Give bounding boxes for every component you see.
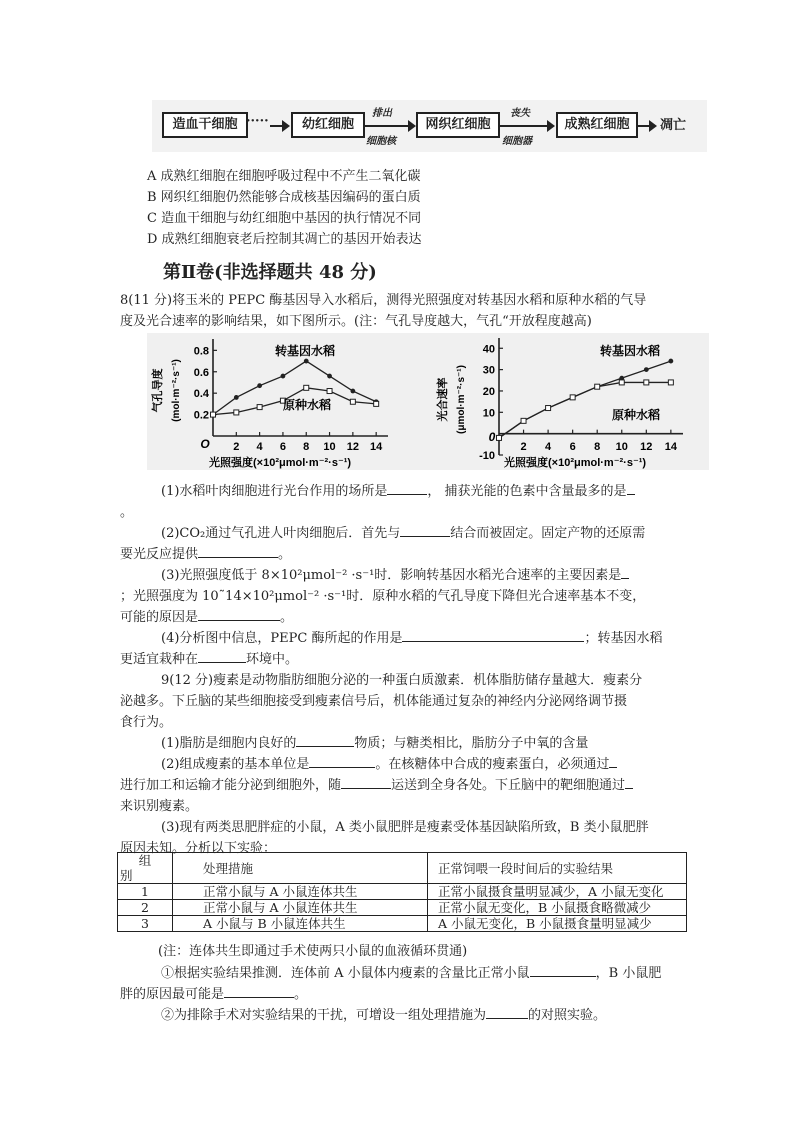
y-axis-title: 气孔导度 — [152, 368, 164, 413]
flow-box-mature-rbc: 成熟红细胞 — [556, 112, 638, 138]
flow-arrow-2 — [364, 125, 410, 127]
q9-c1-text-b: ，B 小鼠肥 — [595, 966, 662, 981]
photosynthesis-rate-chart — [432, 333, 709, 470]
q9-c1-line1 — [161, 962, 661, 981]
q8-s2-text-a: (2)CO₂通过气孔进人叶肉细胞后．首先与 — [161, 526, 401, 541]
charts-panel — [147, 333, 709, 470]
arrow-head-4 — [649, 120, 657, 132]
q8-s1-blank-1[interactable] — [387, 482, 427, 495]
q8-s1-text-a: (1)水稻叶肉细胞进行光台作用的场所是 — [161, 484, 388, 499]
data-point — [668, 380, 673, 385]
q8-s3-line3 — [120, 606, 293, 625]
flow-box-young-rbc: 幼红细胞 — [291, 112, 365, 138]
q9-s3-line1: (3)现有两类思肥胖症的小鼠，A 类小鼠肥胖是瘦素受体基因缺陷所致，B 类小鼠肥胖 — [161, 820, 649, 835]
q9-s2-line3: 来识别瘦素。 — [120, 799, 199, 814]
experiment-table — [117, 852, 687, 932]
series-label-1: 转基因水稻 — [275, 344, 336, 358]
q8-s1-blank-2[interactable] — [627, 482, 635, 495]
flow-end-label: 凋亡 — [660, 118, 687, 133]
table-row — [118, 884, 687, 900]
q8-s2-blank-2[interactable] — [198, 545, 278, 558]
data-point — [304, 385, 309, 390]
q9-s3-line2: 原因未知。分析以下实验： — [120, 841, 277, 856]
q8-s4-text-a: (4)分析图中信息，PEPC 酶所起的作用是 — [161, 631, 403, 646]
q9-s2-line1 — [161, 753, 617, 772]
q8-s4-blank-1[interactable] — [402, 629, 584, 642]
q7-option-d: D 成熟红细胞衰老后控制其凋亡的基因开始表达 — [147, 232, 422, 247]
table-cell-result: A 小鼠无变化，B 小鼠摄食量明显减少 — [428, 916, 687, 932]
series-line-1 — [499, 361, 671, 438]
q8-s2-line1 — [161, 522, 645, 541]
q8-s4-text-d: 环境中。 — [246, 652, 299, 667]
q9-table-note: (注：连体共生即通过手术使两只小鼠的血液循环贯通) — [158, 944, 468, 959]
table-row — [118, 900, 687, 916]
table-cell-treatment: 正常小鼠与 A 小鼠连体共生 — [173, 900, 428, 916]
flow-box-reticulocyte: 网织红细胞 — [416, 112, 500, 138]
q9-c2-blank-1[interactable] — [486, 1006, 528, 1019]
q8-s4-text-b: ；转基因水稻 — [584, 631, 663, 646]
flow-note-organelle-bottom: 细胞器 — [502, 136, 532, 147]
arrow-head-1 — [282, 120, 290, 132]
q9-c1-line2 — [120, 983, 307, 1002]
q9-s2-text-a: (2)组成瘦素的基本单位是 — [161, 757, 310, 772]
x-tick-label: 4 — [256, 441, 263, 453]
table-cell-group: 1 — [118, 884, 173, 900]
q8-s3-text-d: 。 — [280, 610, 294, 625]
header-group-bottom: 别 — [120, 868, 133, 883]
flow-note-organelle-top: 丧失 — [510, 108, 530, 119]
data-point — [595, 384, 600, 389]
x-tick-label: 14 — [370, 441, 383, 453]
q7-option-b: B 网织红细胞仍然能够合成核基因编码的蛋白质 — [147, 190, 421, 205]
q9-c1-blank-1[interactable] — [530, 964, 596, 977]
data-point — [257, 405, 262, 410]
table-cell-group: 2 — [118, 900, 173, 916]
x-tick-label: 12 — [346, 441, 359, 453]
x-tick-label: 2 — [233, 441, 240, 453]
q8-s1-line1 — [161, 480, 635, 499]
data-point — [644, 380, 649, 385]
data-point — [497, 435, 502, 440]
q8-s1-line2: 。 — [120, 505, 134, 520]
q9-s2-blank-3[interactable] — [341, 776, 391, 789]
data-point — [570, 395, 575, 400]
data-point — [234, 410, 239, 415]
q9-intro-line2: 泌越多。下丘脑的某些细胞接受到瘦素信号后，机体能通过复杂的神经内分泌网络调节摄 — [120, 694, 628, 709]
y-tick-label: 0.4 — [193, 388, 209, 401]
x-tick-label: 4 — [545, 441, 552, 453]
q9-c1-text-c: 胖的原因最可能是 — [120, 987, 225, 1002]
q9-c2-text-b: 的对照实验。 — [528, 1008, 607, 1023]
table-header-result: 正常饲喂一段时间后的实验结果 — [428, 853, 687, 884]
data-point — [644, 367, 649, 372]
data-point — [304, 359, 309, 364]
q8-s2-text-b: 结合而被固定。固定产物的还原需 — [450, 526, 646, 541]
q8-s4-line2 — [120, 648, 298, 667]
y-axis-unit: (mol·m⁻²·s⁻¹) — [171, 359, 182, 422]
table-cell-result: 正常小鼠摄食量明显减少，A 小鼠无变化 — [428, 884, 687, 900]
table-cell-result: 正常小鼠无变化，B 小鼠摄食略微减少 — [428, 900, 687, 916]
q9-c2-text-a: ②为排除手术对实验结果的干扰，可增设一组处理措施为 — [161, 1008, 487, 1023]
y-axis-unit: (μmol·m⁻²·s⁻¹) — [456, 365, 467, 434]
y-tick-label: 10 — [482, 407, 495, 420]
q8-intro-line2: 度及光合速率的影响结果，如下图所示。(注：气孔导度越大，气孔“开放程度越高) — [120, 314, 592, 329]
arrow-head-3 — [547, 120, 555, 132]
y-tick-label: -10 — [479, 450, 495, 462]
q8-s3-blank-1[interactable] — [621, 566, 629, 579]
data-point — [211, 412, 216, 417]
q9-s1-text-a: (1)脂肪是细胞内良好的 — [161, 736, 297, 751]
q8-s3-line1 — [161, 564, 629, 583]
flow-arrow-3 — [499, 125, 549, 127]
flow-box-stem-cell: 造血干细胞 — [162, 112, 248, 138]
x-tick-label: 10 — [615, 441, 628, 453]
q9-s2-line2 — [120, 774, 633, 793]
q9-s2-text-b: 。在核糖体中合成的瘦素蛋白，必须通过 — [375, 757, 610, 772]
data-point — [234, 395, 239, 400]
header-group-top: 组 — [138, 853, 152, 868]
x-axis-title: 光照强度(×10²μmol·m⁻²·s⁻¹) — [209, 457, 352, 469]
q8-s3-line2: ；光照强度为 10˜14×10²μmol⁻² ·s⁻¹时．原种水稻的气孔导度下降但光合速率基本不变， — [120, 589, 646, 604]
q9-s2-blank-2[interactable] — [609, 755, 617, 768]
data-point — [619, 380, 624, 385]
x-axis-title: 光照强度(×10²μmol·m⁻²·s⁻¹) — [504, 457, 647, 469]
flow-note-nucleus-top: 排出 — [372, 108, 392, 119]
data-point — [350, 399, 355, 404]
q8-s4-text-c: 更适宜栽种在 — [120, 652, 199, 667]
q9-s2-blank-1[interactable] — [309, 755, 375, 768]
q8-intro-line1: 8(11 分)将玉米的 PEPC 酶基因导入水稻后，测得光照强度对转基因水稻和原种水稻的气导 — [120, 293, 647, 308]
q9-s2-text-d: 运送到全身各处。下丘脑中的靶细胞通过 — [391, 778, 626, 793]
q8-s2-blank-1[interactable] — [400, 524, 450, 537]
stomatal-conductance-chart — [147, 333, 432, 470]
x-tick-label: 8 — [594, 441, 601, 453]
x-tick-label: 10 — [323, 441, 336, 453]
q8-s3-text-a: (3)光照强度低于 8×10²μmol⁻² ·s⁻¹时．影响转基因水稻光合速率的主要因素是 — [161, 568, 622, 583]
q7-option-a: A 成熟红细胞在细胞呼吸过程中不产生二氧化碳 — [147, 169, 421, 184]
data-point — [281, 374, 286, 379]
series-label-2: 原种水稻 — [283, 398, 332, 412]
q8-s1-text-b: ， 捕获光能的色素中含量最多的是 — [427, 484, 627, 499]
q9-c2-line — [161, 1004, 606, 1023]
q8-s3-text-c: 可能的原因是 — [120, 610, 199, 625]
q9-c1-blank-2[interactable] — [224, 985, 294, 998]
x-tick-label: 6 — [569, 441, 576, 453]
q7-option-c: C 造血干细胞与幼红细胞中基因的执行情况不同 — [147, 211, 422, 226]
q8-s3-blank-2[interactable] — [198, 608, 280, 621]
data-point — [350, 389, 355, 394]
table-header-row — [118, 853, 687, 884]
data-point — [327, 374, 332, 379]
table-cell-group: 3 — [118, 916, 173, 932]
x-tick-label: 8 — [303, 441, 310, 453]
series-label-1: 转基因水稻 — [600, 344, 661, 358]
y-tick-label: 0.2 — [193, 409, 209, 422]
q8-s4-line1 — [161, 627, 663, 646]
flow-note-nucleus-bottom: 细胞核 — [366, 136, 396, 147]
q9-s1-line — [161, 732, 588, 751]
series-label-2: 原种水稻 — [612, 408, 661, 422]
q9-c1-text-d: 。 — [294, 987, 308, 1002]
flow-dots: ····· — [246, 114, 269, 129]
y-tick-label: 20 — [482, 385, 495, 398]
origin-label: O — [200, 437, 210, 451]
data-point — [374, 401, 379, 406]
q9-s1-text-b: 物质；与糖类相比，脂肪分子中氧的含量 — [354, 736, 589, 751]
q9-intro-line1: 9(12 分)瘦素是动物脂肪细胞分泌的一种蛋白质激素．机体脂肪储存量越大．瘦素分 — [161, 673, 643, 688]
y-tick-label: 30 — [482, 364, 495, 377]
q8-s4-blank-2[interactable] — [198, 650, 246, 663]
data-point — [257, 383, 262, 388]
origin-label: 0 — [488, 430, 496, 444]
q8-s2-line2 — [120, 543, 291, 562]
q9-c1-text-a: ①根据实验结果推测．连体前 A 小鼠体内瘦素的含量比正常小鼠 — [161, 966, 530, 981]
q9-s2-blank-4[interactable] — [625, 776, 633, 789]
y-axis-title: 光合速率 — [437, 377, 449, 422]
y-tick-label: 40 — [482, 343, 495, 356]
q9-s1-blank-1[interactable] — [296, 734, 354, 747]
y-tick-label: 0.6 — [193, 366, 209, 379]
x-tick-label: 6 — [279, 441, 286, 453]
x-tick-label: 12 — [640, 441, 653, 453]
table-cell-treatment: A 小鼠与 B 小鼠连体共生 — [173, 916, 428, 932]
flow-diagram — [152, 100, 707, 152]
x-tick-label: 14 — [664, 441, 677, 453]
arrow-head-2 — [408, 120, 416, 132]
data-point — [546, 406, 551, 411]
q9-s2-text-c: 进行加工和运输才能分泌到细胞外，随 — [120, 778, 342, 793]
table-header-treatment: 处理措施 — [173, 853, 428, 884]
table-cell-treatment: 正常小鼠与 A 小鼠连体共生 — [173, 884, 428, 900]
data-point — [668, 359, 673, 364]
table-header-group — [118, 853, 173, 884]
q8-s2-text-c: 要光反应提供 — [120, 547, 199, 562]
y-tick-label: 0.8 — [193, 345, 209, 358]
data-point — [521, 418, 526, 423]
x-tick-label: 2 — [520, 441, 527, 453]
q9-intro-line3: 食行为。 — [120, 715, 173, 730]
q8-s2-text-d: 。 — [278, 547, 292, 562]
table-row — [118, 916, 687, 932]
data-point — [327, 389, 332, 394]
section-title: 第Ⅱ卷(非选择题共 48 分) — [163, 262, 377, 283]
